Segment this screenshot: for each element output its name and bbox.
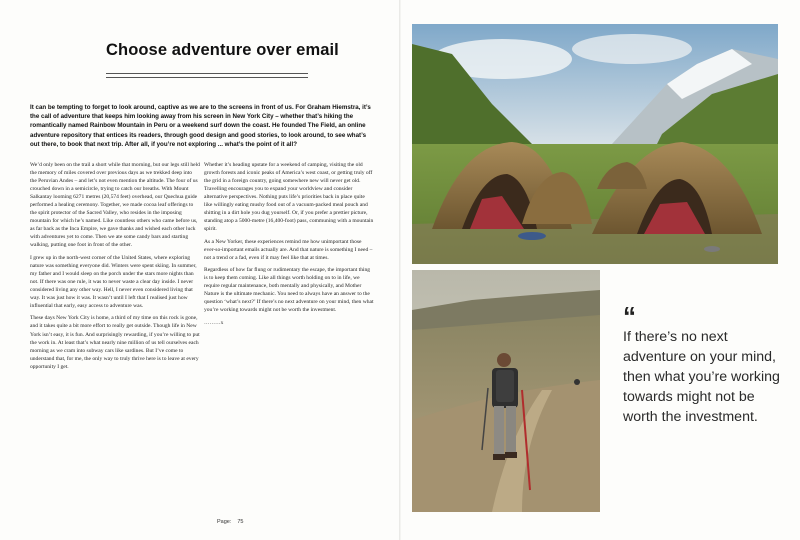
body-column-2 <box>204 161 374 331</box>
paragraph: We’d only been on the trail a short while that morning, but our legs still held the memory of miles covered over previous days as we trekked deep into the Peruvian Andes – and let’s not even mention the altitude. The four of us crouched down in a semicircle, trying to catch our breaths. With Mount Salkantay looming 6271 metres (20,574 feet) overhead, our Quechua guide performed a healing ceremony. Together, we made cocoa leaf offerings to the spirit protector of the Sacred Valley, who resides in the imposing mountain for which he’s named. Like countless others who came before us, as far back as the Inca Empire, we gave thanks and wished each other luck with adventures yet to come. Then we ate some candy bars and starting walking, putting one foot in front of the other. <box>30 162 200 249</box>
paragraph: As a New Yorker, these experiences remind me how unimportant those ever-so-important emails actually are. And that nature is something I need – not a trend or a fad, even if it may feel like that at times. <box>204 238 373 261</box>
body-column-1 <box>30 161 200 375</box>
title-rule-top <box>106 73 308 74</box>
article-title: Choose adventure over email <box>106 41 339 59</box>
pull-quote: If there’s no next adventure on your mind, then what you’re working towards might not be worth the investment. <box>623 329 780 425</box>
title-rule-bottom <box>106 77 308 78</box>
end-mark: ………x <box>204 319 224 326</box>
folio-label: Page: <box>217 519 232 525</box>
page-gutter <box>399 0 401 540</box>
paragraph: These days New York City is home, a third of my time on this rock is gone, and it takes quite a bit more effort to really get outside. Though life in New York isn’t easy, it is fun. And surprisingly rewarding, if you’re willing to put the work in. At least that’s what nearly nine million of us tell ourselves each morning as we cram into subway cars like sardines. But I’ve come to understand that, for me, the only way to truly thrive here is to leave at every opportunity I get. <box>30 315 200 370</box>
article-intro: It can be tempting to forget to look around, captive as we are to the screens in front of us. For Graham Hiemstra, it’s the call of adventure that keeps him looking away from his screen in New York City – whether that’s hiking the romantically named Rainbow Mountain in Peru or a weekend surf down the coast. He founded The Field, an online adventure repository that entices its readers, through good design and good stories, to look around, to see what’s out there, to book that next trip. After all, if you’re not exploring ... what’s the point of it all? <box>30 104 371 148</box>
photo-thatched-huts <box>412 24 778 264</box>
hiker-illustration <box>412 270 600 512</box>
quote-mark: “ <box>623 301 636 331</box>
paragraph: I grew up in the north-west corner of the United States, where exploring nature was something everyone did. Winters were spent skiing. In summer, my father and I would sleep on the porch under the stars more nights than not. If there was one rule, it was to never waste a clear day inside. I never considered living any other way. Hell, I never even considered living that way. It was just how it was. It wasn’t until I left that I realised just how influential that early, easy access to adventure was. <box>30 254 197 310</box>
photo-hiker <box>412 270 600 512</box>
page-folio <box>217 519 250 525</box>
huts-illustration <box>412 24 778 264</box>
paragraph: Whether it’s heading upstate for a weekend of camping, visiting the old growth forests and iconic peaks of America’s west coast, or getting truly off the grid in a foreign country, going somewhere new will never get old. Travelling encourages you to expand your worldview and consider alternative perspectives. Nothing puts life’s priorities back in place quite like willingly eating mushy food out of a vacuum-packed meal pouch and shitting in a dirt hole you dug yourself. Or, if you prefer a prettier picture, standing atop a 5000-metre (16,400-foot) pass, communing with a mountain spirit. <box>204 162 374 233</box>
paragraph: Regardless of how far flung or rudimentary the escape, the important thing is to keep them coming. Like all things worth holding on to in life, we require regular maintenance, both mentally and physically, and Mother Nature is the ultimate mechanic. You need to always have an answer to the question ‘what’s next?’ If there’s no next adventure on your mind, then what you’re working towards might not be worth the investment. <box>204 267 374 314</box>
page-number: 75 <box>237 519 244 525</box>
